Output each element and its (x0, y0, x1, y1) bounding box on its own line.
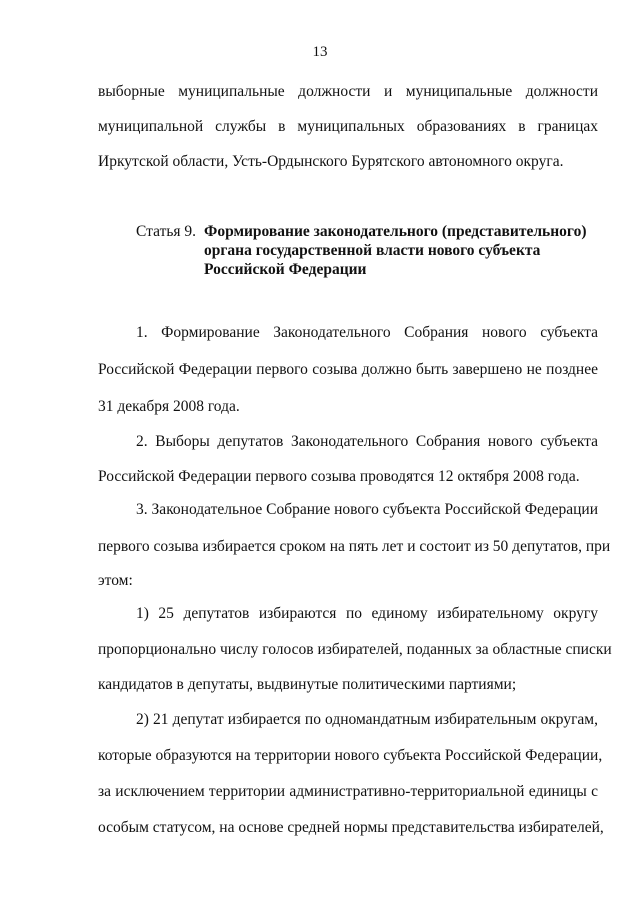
paragraph-3-line-2: первого созыва избирается сроком на пять лет и состоит из 50 депутатов, при (98, 538, 611, 555)
subitem-2-line-1: 2) 21 депутат избирается по одномандатным избирательным округам, (136, 711, 598, 728)
intro-line-2: муниципальной службы в муниципальных образованиях в границах (98, 118, 598, 135)
paragraph-1-line-1: 1. Формирование Законодательного Собрания нового субъекта (136, 324, 598, 341)
article-title-line-3: Российской Федерации (204, 261, 367, 278)
subitem-1-line-1: 1) 25 депутатов избираются по единому избирательному округу (136, 605, 598, 622)
subitem-1-line-3: кандидатов в депутаты, выдвинутые политическими партиями; (98, 676, 517, 693)
paragraph-2-line-1: 2. Выборы депутатов Законодательного Собрания нового субъекта (136, 433, 598, 450)
subitem-2-line-3: за исключением территории административно-территориальной единицы с (98, 783, 598, 800)
paragraph-3-line-3: этом: (98, 572, 133, 589)
intro-line-3: Иркутской области, Усть-Ордынского Бурятского автономного округа. (98, 153, 564, 170)
page-number: 13 (312, 44, 328, 60)
intro-line-1: выборные муниципальные должности и муниципальные должности (98, 83, 598, 100)
article-title (204, 222, 604, 279)
subitem-2-line-2: которые образуются на территории нового субъекта Российской Федерации, (98, 747, 603, 764)
subitem-1-line-2: пропорционально числу голосов избирателей, поданных за областные списки (98, 641, 612, 658)
paragraph-1-line-2: Российской Федерации первого созыва должно быть завершено не позднее (98, 361, 598, 378)
paragraph-1-line-3: 31 декабря 2008 года. (98, 398, 240, 415)
paragraph-3-line-1: 3. Законодательное Собрание нового субъекта Российской Федерации (136, 501, 598, 518)
paragraph-2-line-2: Российской Федерации первого созыва проводятся 12 октября 2008 года. (98, 468, 580, 485)
article-title-line-2: органа государственной власти нового субъекта (204, 242, 541, 259)
subitem-2-line-4: особым статусом, на основе средней нормы представительства избирателей, (98, 819, 604, 836)
article-title-line-1: Формирование законодательного (представительного) (204, 223, 587, 240)
article-label: Статья 9. (136, 223, 197, 240)
